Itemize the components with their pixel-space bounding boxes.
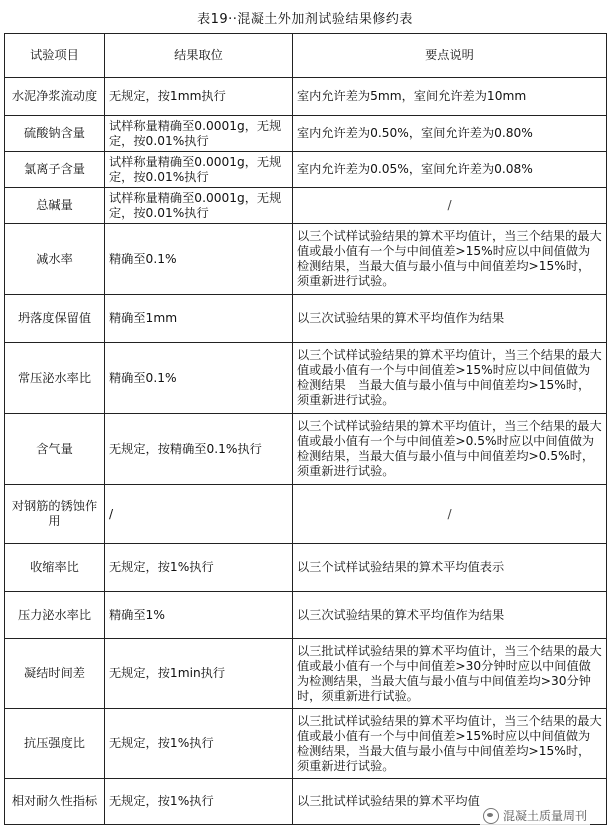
cell-item: 含气量 [5, 414, 105, 485]
cell-rounding: 试样称量精确至0.0001g，无规定，按0.01%执行 [105, 152, 293, 188]
cell-item: 相对耐久性指标 [5, 779, 105, 825]
table-row [5, 343, 607, 414]
cell-rounding: 无规定，按1min执行 [105, 639, 293, 709]
table-row [5, 639, 607, 709]
header-notes: 要点说明 [293, 34, 607, 78]
table-row [5, 592, 607, 639]
cell-rounding: 无规定，按1mm执行 [105, 78, 293, 116]
cell-item: 氯离子含量 [5, 152, 105, 188]
cell-notes: / [293, 485, 607, 544]
cell-notes: / [293, 188, 607, 224]
cell-notes: 以三次试验结果的算术平均值作为结果 [293, 592, 607, 639]
table-row [5, 295, 607, 343]
cell-rounding: 无规定，按精确至0.1%执行 [105, 414, 293, 485]
cell-item: 抗压强度比 [5, 709, 105, 779]
cell-item: 压力泌水率比 [5, 592, 105, 639]
table-row [5, 188, 607, 224]
cell-notes: 以三批试样试验结果的算术平均值 [293, 779, 607, 825]
cell-item: 水泥净浆流动度 [5, 78, 105, 116]
cell-notes: 以三个试样试验结果的算术平均值计，当三个结果的最大值或最小值有一个与中间值差>15%时应以中间值做为检测结果，当最大值与最小值与中间值差均>15%时，须重新进行试验。 [293, 224, 607, 295]
rounding-table [4, 33, 607, 825]
cell-rounding: 无规定，按1%执行 [105, 709, 293, 779]
cell-item: 硫酸钠含量 [5, 116, 105, 152]
table-row [5, 152, 607, 188]
cell-item: 常压泌水率比 [5, 343, 105, 414]
cell-item: 总碱量 [5, 188, 105, 224]
cell-rounding: 无规定，按1%执行 [105, 779, 293, 825]
table-row [5, 224, 607, 295]
table-row [5, 485, 607, 544]
cell-item: 对钢筋的锈蚀作用 [5, 485, 105, 544]
header-rounding: 结果取位 [105, 34, 293, 78]
watermark [480, 806, 590, 826]
cell-notes: 以三次试验结果的算术平均值作为结果 [293, 295, 607, 343]
cell-rounding: 试样称量精确至0.0001g，无规定，按0.01%执行 [105, 116, 293, 152]
cell-item: 收缩率比 [5, 544, 105, 592]
table-header-row [5, 34, 607, 78]
cell-notes: 以三个试样试验结果的算术平均值计，当三个结果的最大值或最小值有一个与中间值差>0.5%时应以中间值做为检测结果，当最大值与最小值与中间值差均>0.5%时，须重新进行试验。 [293, 414, 607, 485]
cell-item: 坍落度保留值 [5, 295, 105, 343]
cell-rounding: 精确至0.1% [105, 343, 293, 414]
cell-rounding: / [105, 485, 293, 544]
cell-notes: 以三个试样试验结果的算术平均值计，当三个结果的最大值或最小值有一个与中间值差>15%时应以中间值做为检测结果 当最大值与最小值与中间值差均>15%时，须重新进行试验。 [293, 343, 607, 414]
cell-rounding: 无规定，按1%执行 [105, 544, 293, 592]
cell-notes: 以三批试样试验结果的算术平均值计，当三个结果的最大值或最小值有一个与中间值差>15%时应以中间值做为检测结果，当最大值与最小值与中间值差均>15%时，须重新进行试验。 [293, 709, 607, 779]
watermark-text: 混凝土质量周刊 [502, 808, 587, 823]
table-row [5, 78, 607, 116]
table-row [5, 709, 607, 779]
cell-notes: 以三个试样试验结果的算术平均值表示 [293, 544, 607, 592]
cell-rounding: 精确至1mm [105, 295, 293, 343]
table-row [5, 544, 607, 592]
cell-notes: 室内允许差为0.05%，室间允许差为0.08% [293, 152, 607, 188]
cell-rounding: 试样称量精确至0.0001g，无规定，按0.01%执行 [105, 188, 293, 224]
cell-notes: 室内允许差为0.50%，室间允许差为0.80% [293, 116, 607, 152]
cell-item: 凝结时间差 [5, 639, 105, 709]
cell-notes: 室内允许差为5mm，室间允许差为10mm [293, 78, 607, 116]
wechat-icon [483, 808, 499, 824]
cell-rounding: 精确至1% [105, 592, 293, 639]
cell-rounding: 精确至0.1% [105, 224, 293, 295]
table-row [5, 116, 607, 152]
header-item: 试验项目 [5, 34, 105, 78]
table-title: 表19··混凝土外加剂试验结果修约表 [197, 12, 413, 27]
cell-notes: 以三批试样试验结果的算术平均值计，当三个结果的最大值或最小值有一个与中间值差>30分钟时应以中间值做为检测结果，当最大值与最小值与中间值差均>30分钟时，须重新进行试验。 [293, 639, 607, 709]
table-row [5, 414, 607, 485]
cell-item: 减水率 [5, 224, 105, 295]
